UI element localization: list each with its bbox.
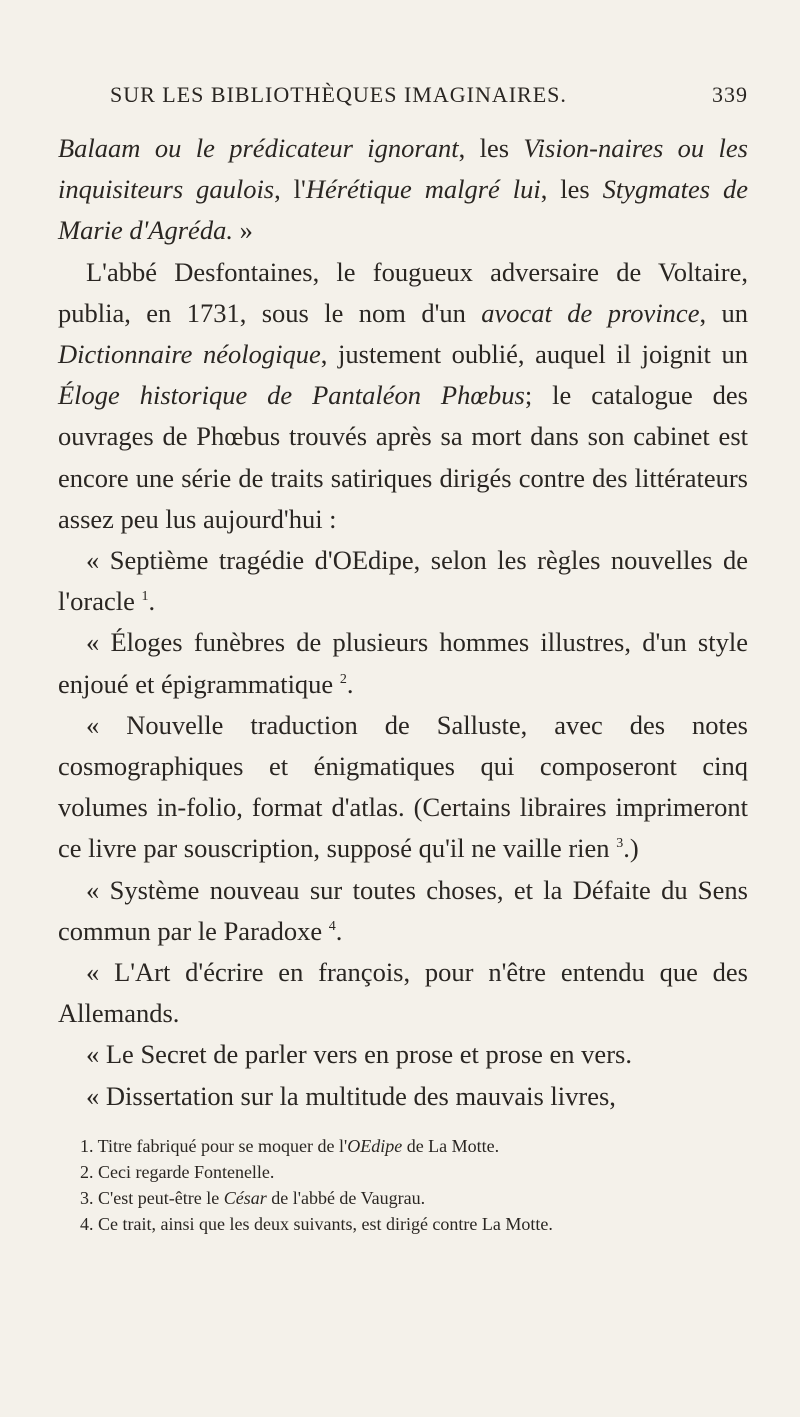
italic-title: Vision-naires ou les inquisiteurs gaulois — [58, 133, 748, 205]
text-run: , les — [540, 174, 603, 205]
footnote — [58, 1133, 748, 1159]
body-text — [58, 128, 748, 1117]
italic-title: Stygmates de Marie d'Agréda. — [58, 174, 749, 246]
footnote-ref: 3 — [616, 836, 624, 852]
paragraph — [58, 870, 748, 952]
text-run: , justement oublié, auquel il joignit un — [320, 339, 748, 370]
text-run: de l'abbé de Vaugrau. — [266, 1187, 426, 1208]
text-run: 1. Titre fabriqué pour se moquer de l' — [80, 1135, 348, 1156]
italic-title: Éloge historique de Pantaléon Phœbus — [58, 380, 525, 411]
running-head — [58, 82, 748, 108]
text-run: « Dissertation sur la multitude des mauvais livres, — [86, 1080, 616, 1111]
text-run: « Septième tragédie d'OEdipe, selon les règles nouvelles de l'oracle — [58, 545, 748, 617]
text-run: 4. Ce trait, ainsi que les deux suivants, est dirigé contre La Motte. — [80, 1213, 553, 1234]
text-run: « L'Art d'écrire en françois, pour n'être entendu que des Allemands. — [58, 957, 748, 1029]
italic-title: Hérétique malgré lui — [305, 174, 541, 205]
text-run: , un — [699, 297, 749, 328]
italic-title: Balaam ou le prédicateur ignorant — [58, 133, 459, 163]
text-run: « Nouvelle traduction de Salluste, avec des notes cosmographiques et énigmatiques qui composeront cinq volumes in-folio, format d'atlas. (Certains libraires imprimeront ce livre par souscription, supposé qu'il ne vaille rien — [58, 709, 748, 864]
paragraph — [58, 540, 748, 622]
paragraph — [58, 952, 748, 1034]
page-number: 339 — [712, 82, 748, 107]
text-run: « Éloges funèbres de plusieurs hommes illustres, d'un style enjoué et épigrammatique — [58, 627, 748, 699]
footnote — [58, 1185, 748, 1211]
italic-title: Dictionnaire néologique — [58, 339, 321, 370]
footnote-ref: 4 — [328, 919, 336, 935]
text-run: . — [148, 586, 156, 617]
paragraph — [58, 1034, 748, 1075]
paragraph — [58, 622, 748, 704]
footnote-ref: 1 — [141, 589, 149, 605]
text-run: .) — [623, 833, 639, 864]
text-run: de La Motte. — [402, 1135, 500, 1156]
text-run: « Système nouveau sur toutes choses, et la Défaite du Sens commun par le Paradoxe — [58, 874, 748, 946]
italic-title: OEdipe — [347, 1135, 403, 1156]
italic-title: avocat de province — [481, 297, 700, 328]
paragraph — [58, 705, 748, 870]
text-run: . — [335, 915, 343, 946]
text-run: . — [346, 668, 354, 699]
footnote — [58, 1211, 748, 1237]
text-run: ; le catalogue des ouvrages de Phœbus trouvés après sa mort dans son cabinet est encore une série de traits satiriques dirigés contre des littérateurs assez peu lus aujourd'hui : — [58, 380, 748, 534]
running-head-title: SUR LES BIBLIOTHÈQUES IMAGINAIRES. — [110, 82, 567, 107]
paragraph — [58, 252, 748, 540]
footnote — [58, 1159, 748, 1185]
paragraph — [58, 128, 748, 252]
text-run: 3. C'est peut-être le — [80, 1187, 224, 1208]
text-run: L'abbé Desfontaines, le fougueux adversaire de Voltaire, publia, en 1731, sous le nom d'un — [58, 256, 748, 328]
paragraph — [58, 1076, 748, 1117]
book-page — [58, 82, 748, 1237]
footnote-ref: 2 — [339, 671, 347, 687]
text-run: , les — [458, 133, 524, 163]
text-run: 2. Ceci regarde Fontenelle. — [80, 1161, 275, 1182]
text-run: « Le Secret de parler vers en prose et prose en vers. — [86, 1039, 632, 1070]
italic-title: César — [223, 1187, 267, 1208]
text-run: , l' — [274, 174, 306, 205]
footnotes — [58, 1133, 748, 1237]
text-run: » — [232, 215, 253, 246]
